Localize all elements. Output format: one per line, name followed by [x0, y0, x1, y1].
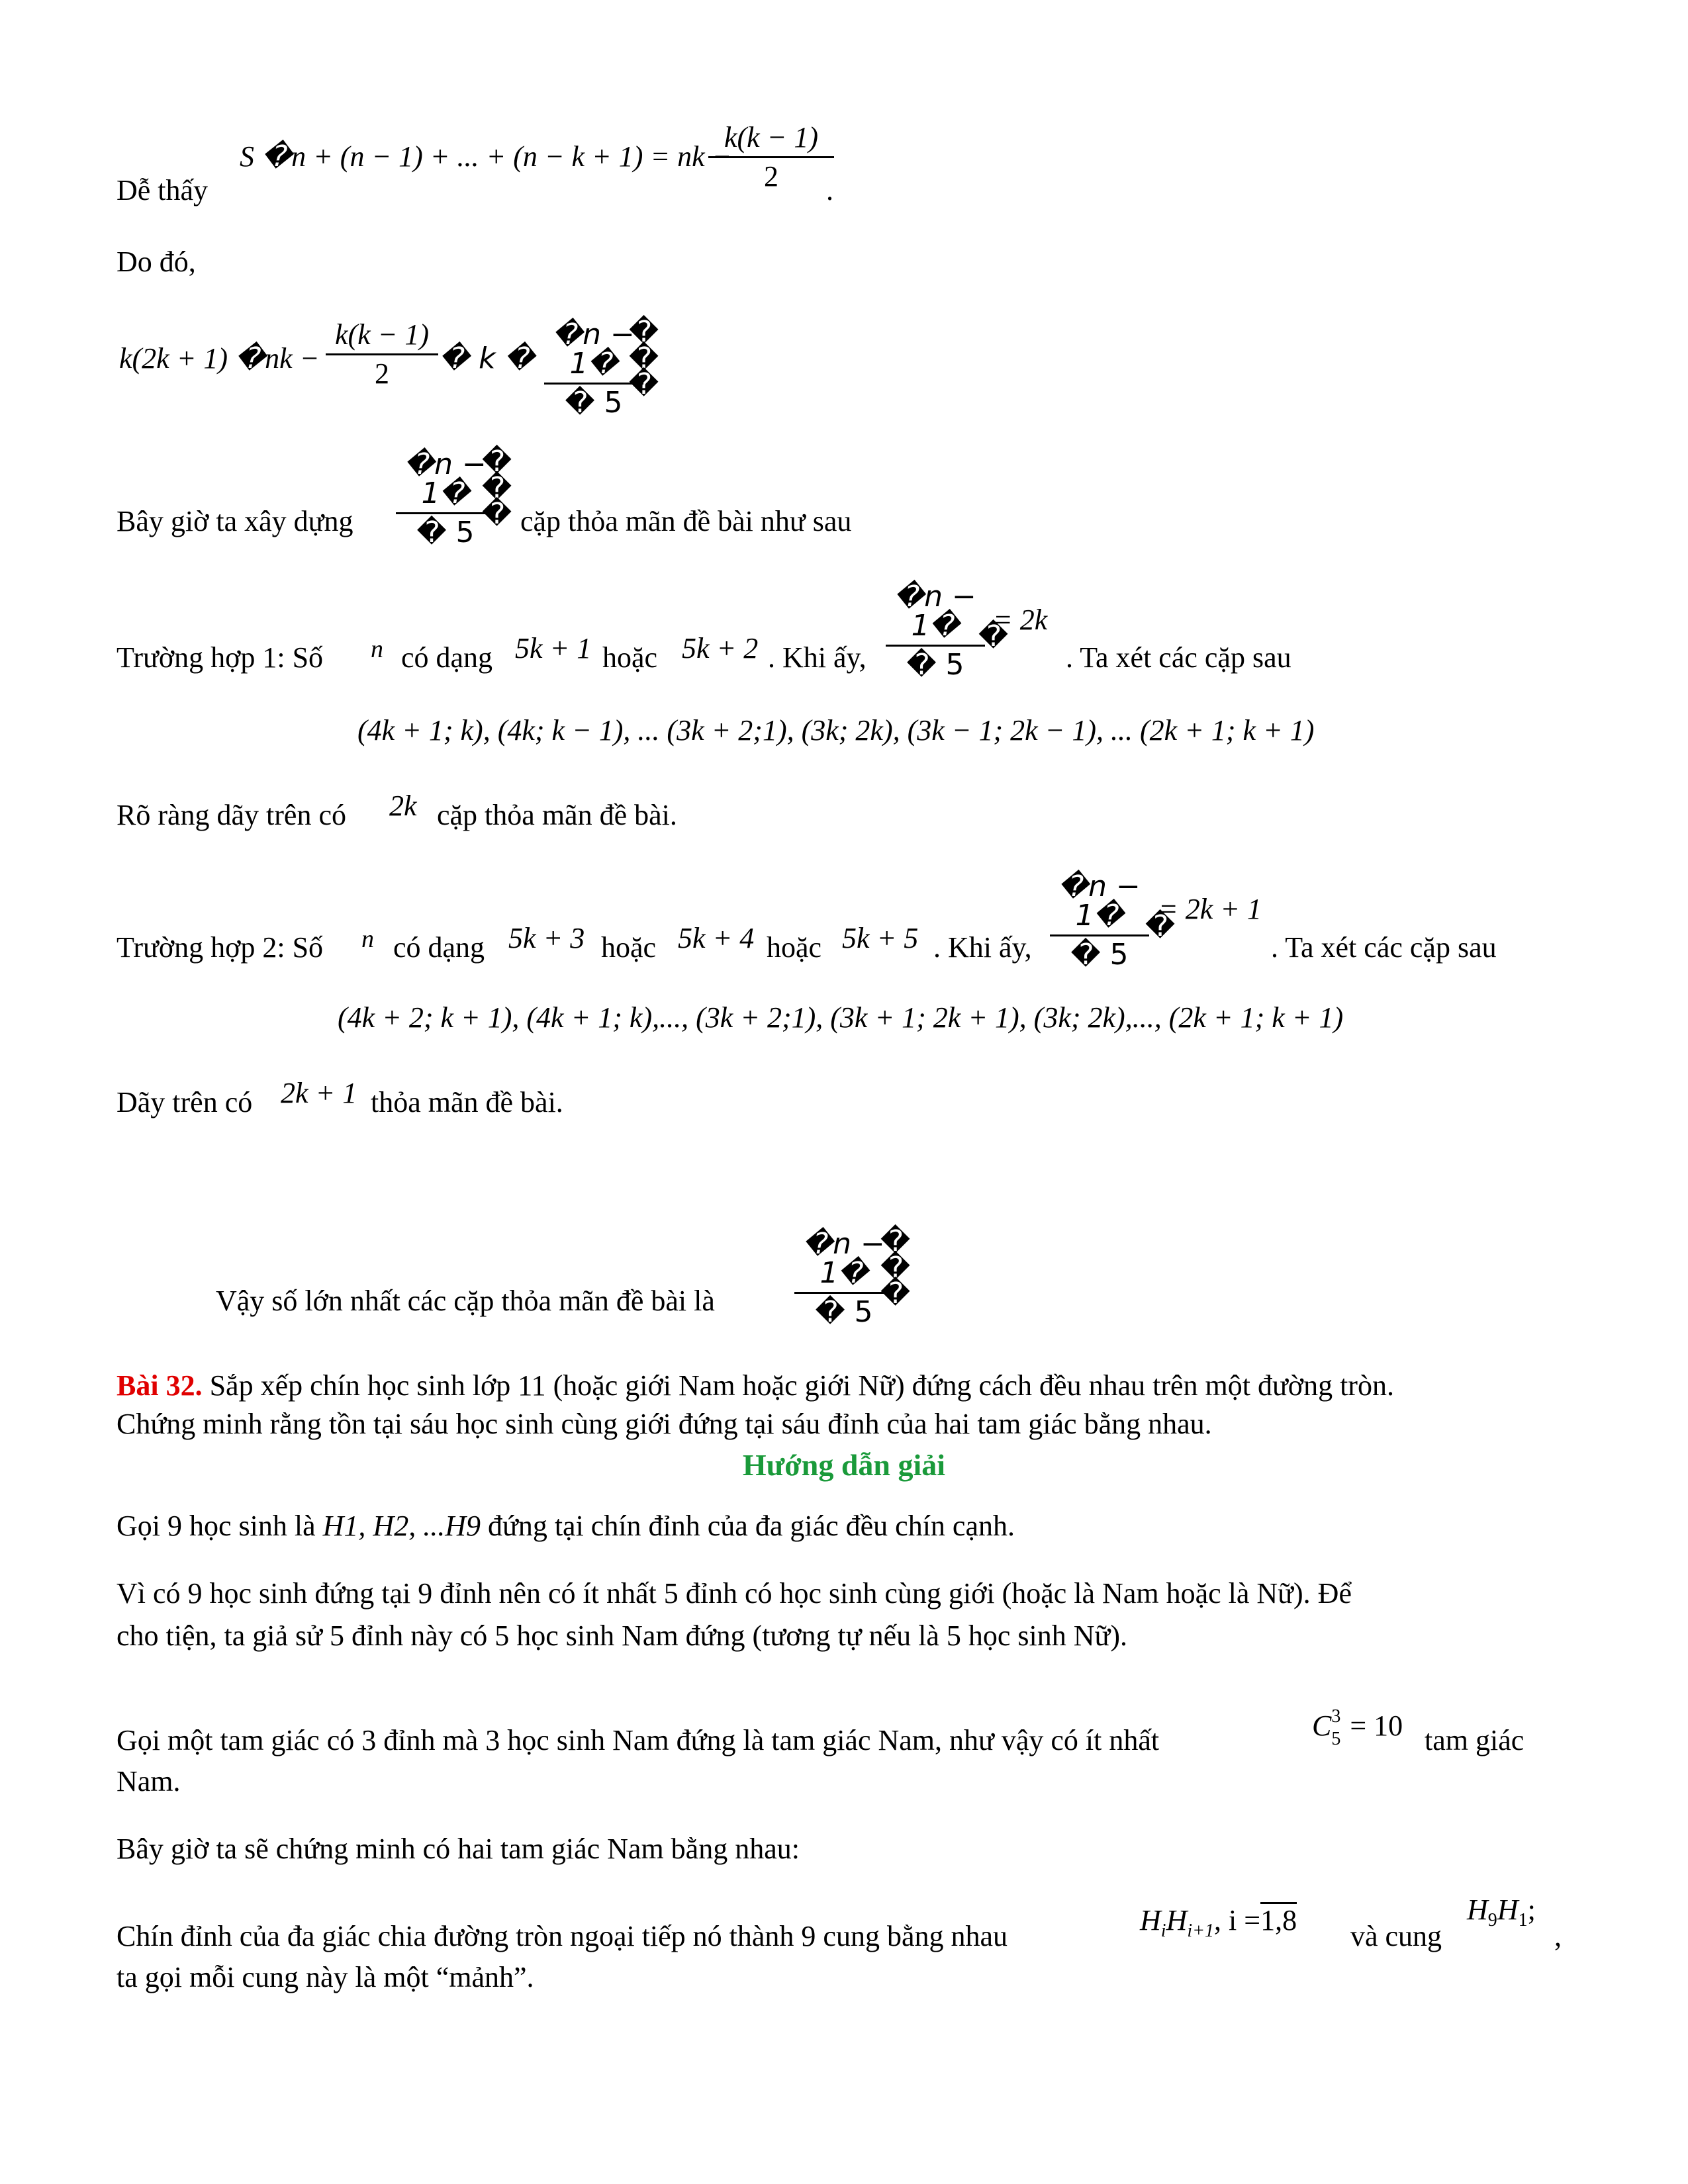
- paragraph-3-line2: Nam.: [117, 1765, 181, 1797]
- problem-statement-line1: [117, 1369, 1394, 1404]
- fraction-bar: [794, 1292, 894, 1294]
- case2-form-text: có dạng: [393, 931, 485, 964]
- fraction-bar: [326, 353, 438, 355]
- arc-sub-i1: i+1: [1187, 1921, 1215, 1941]
- case1-or: hoặc: [602, 641, 658, 674]
- p1-text-a: Gọi 9 học sinh là: [117, 1510, 323, 1542]
- case2-floor-fraction: [1050, 872, 1149, 970]
- last-arc-sub1: 1: [1518, 1910, 1528, 1931]
- construct-label: Bây giờ ta xây dựng: [117, 505, 353, 537]
- final-floor-fraction: [794, 1227, 894, 1329]
- combination-sup: 3: [1331, 1706, 1341, 1727]
- inequality-left: k(2k + 1) �nk −: [119, 342, 320, 375]
- inequality-middle: � k �: [440, 341, 535, 375]
- case2-form3: 5k + 5: [842, 922, 919, 954]
- sum-fraction-numerator: k(k − 1): [724, 121, 819, 154]
- last-arc-semicolon: ;: [1527, 1893, 1536, 1926]
- fraction-bar: [396, 512, 495, 514]
- final-floor-close: � � �: [880, 1224, 911, 1311]
- floor-close-bracket: � � �: [482, 445, 512, 531]
- problem-statement-line2: Chứng minh rằng tồn tại sáu học sinh cùng giới đứng tại sáu đỉnh của hai tam giác bằng nhau.: [117, 1408, 1212, 1440]
- construct-text: cặp thỏa mãn đề bài như sau: [520, 505, 852, 537]
- case1-form2: 5k + 2: [682, 632, 759, 664]
- floor-denominator: � 5: [416, 516, 475, 549]
- paragraph-3-tail: tam giác: [1425, 1724, 1524, 1756]
- p1-text-c: đứng tại chín đỉnh của đa giác đều chín cạnh.: [480, 1510, 1015, 1542]
- last-arc-sub9: 9: [1487, 1910, 1497, 1931]
- case1-form-text: có dạng: [401, 641, 493, 674]
- case1-floor-fraction: [886, 582, 985, 680]
- floor-denominator: � 5: [565, 386, 623, 420]
- case2-conclusion-b: thỏa mãn đề bài.: [371, 1086, 563, 1118]
- arc-index-range: 1,8: [1260, 1902, 1297, 1936]
- case2-form2: 5k + 4: [678, 922, 755, 954]
- paragraph-2-line1: Vì có 9 học sinh đứng tại 9 đỉnh nên có ít nhất 5 đỉnh có học sinh cùng giới (hoặc là Nam hoặc là Nữ). Để: [117, 1577, 1352, 1610]
- case1-form1: 5k + 1: [515, 632, 592, 664]
- do-do-text: Do đó,: [117, 246, 196, 278]
- sum-fraction: [708, 123, 834, 191]
- floor-numerator: �n − 1�: [803, 1227, 885, 1290]
- line-label-de-thay: Dễ thấy: [117, 174, 209, 206]
- case2-form1: 5k + 3: [508, 922, 585, 954]
- sum-fraction-denominator: 2: [764, 160, 778, 193]
- case1-then: . Khi ấy,: [768, 641, 867, 674]
- case1-pairs: (4k + 1; k), (4k; k − 1), ... (3k + 2;1), (3k; 2k), (3k − 1; 2k − 1), ... (2k + 1; k + 1): [357, 714, 1315, 747]
- case2-pairs: (4k + 2; k + 1), (4k + 1; k),..., (3k + 2;1), (3k + 1; 2k + 1), (3k; 2k),..., (2k + 1; k + 1): [338, 1001, 1344, 1034]
- arc-index-text: , i =: [1214, 1904, 1261, 1936]
- paragraph-1: [117, 1509, 1015, 1544]
- fraction-bar: [1050, 934, 1149, 936]
- fraction-bar: [708, 156, 834, 158]
- inequality-fraction: [326, 320, 438, 388]
- case1-intro: Trường hợp 1: Số: [117, 641, 324, 674]
- floor-denominator: � 5: [1070, 938, 1129, 972]
- case1-count: 2k: [389, 790, 417, 822]
- case2-or1: hoặc: [601, 931, 657, 964]
- combination-value: = 10: [1350, 1709, 1403, 1742]
- paragraph-5-line2: ta gọi mỗi cung này là một “mảnh”.: [117, 1961, 534, 1993]
- case1-n: n: [371, 635, 383, 663]
- final-statement: Vậy số lớn nhất các cặp thỏa mãn đề bài là: [216, 1285, 715, 1317]
- case1-floor-close: �: [978, 619, 1009, 653]
- case2-intro: Trường hợp 2: Số: [117, 931, 324, 964]
- p1-vertices: H1, H2, ...H9: [322, 1510, 481, 1542]
- paragraph-4: Bây giờ ta sẽ chứng minh có hai tam giác Nam bằng nhau:: [117, 1833, 800, 1865]
- case2-then: . Khi ấy,: [933, 931, 1032, 964]
- case2-n: n: [361, 925, 374, 953]
- paragraph-5-line1: Chín đỉnh của đa giác chia đường tròn ngoại tiếp nó thành 9 cung bằng nhau: [117, 1920, 1008, 1952]
- paragraph-3-line1: Gọi một tam giác có 3 đỉnh mà 3 học sinh Nam đứng là tam giác Nam, như vậy có ít nhất: [117, 1724, 1160, 1756]
- case1-equals: = 2k: [993, 604, 1048, 636]
- case1-conclusion-a: Rõ ràng dãy trên có: [117, 799, 346, 831]
- floor-fraction-2: [396, 447, 495, 549]
- combination-sub: 5: [1331, 1729, 1341, 1749]
- floor-numerator: �n − 1�: [553, 318, 635, 381]
- inequality-fraction-numerator: k(k − 1): [334, 318, 430, 351]
- arc-h-2: H: [1166, 1904, 1188, 1936]
- case2-conclusion-a: Dãy trên có: [117, 1086, 253, 1118]
- inequality-fraction-denominator: 2: [375, 357, 389, 390]
- floor-numerator: �n − 1�: [894, 580, 976, 643]
- line-end-period: .: [826, 174, 833, 206]
- arc-h-1: H: [1140, 1904, 1161, 1936]
- floor-close-bracket: � � �: [629, 315, 659, 402]
- last-arc-h1: H: [1497, 1893, 1519, 1926]
- case2-count: 2k + 1: [281, 1077, 357, 1109]
- paragraph-5-and-arc: và cung: [1350, 1920, 1442, 1952]
- problem-text: Sắp xếp chín học sinh lớp 11 (hoặc giới Nam hoặc giới Nữ) đứng cách đều nhau trên một đường tròn.: [202, 1369, 1394, 1402]
- combination-letter: C: [1312, 1709, 1332, 1742]
- last-arc-h9: H: [1467, 1893, 1488, 1926]
- floor-numerator: �n − 1�: [404, 447, 487, 510]
- case1-conclusion-b: cặp thỏa mãn đề bài.: [437, 799, 677, 831]
- fraction-bar: [886, 645, 985, 647]
- paragraph-5-comma: ,: [1554, 1920, 1562, 1952]
- case2-floor-close: �: [1145, 909, 1176, 943]
- case2-equals: = 2k + 1: [1158, 893, 1262, 925]
- solution-heading: Hướng dẫn giải: [742, 1448, 946, 1482]
- floor-denominator: � 5: [906, 648, 964, 682]
- paragraph-2-line2: cho tiện, ta giả sử 5 đỉnh này có 5 học sinh Nam đứng (tương tự nếu là 5 học sinh Nữ).: [117, 1619, 1128, 1652]
- case2-end: . Ta xét các cặp sau: [1271, 931, 1497, 964]
- combination-symbol: [1312, 1706, 1403, 1749]
- floor-numerator: �n − 1�: [1058, 870, 1141, 933]
- arc-expression: [1140, 1904, 1297, 1941]
- arc-sub-i: i: [1160, 1921, 1166, 1941]
- sum-formula: S �n + (n − 1) + ... + (n − k + 1) = nk −: [240, 140, 732, 173]
- floor-denominator: � 5: [815, 1295, 873, 1329]
- last-arc: [1467, 1893, 1536, 1931]
- problem-label: Bài 32.: [117, 1369, 203, 1402]
- case1-end: . Ta xét các cặp sau: [1066, 641, 1291, 674]
- case2-or2: hoặc: [767, 931, 822, 964]
